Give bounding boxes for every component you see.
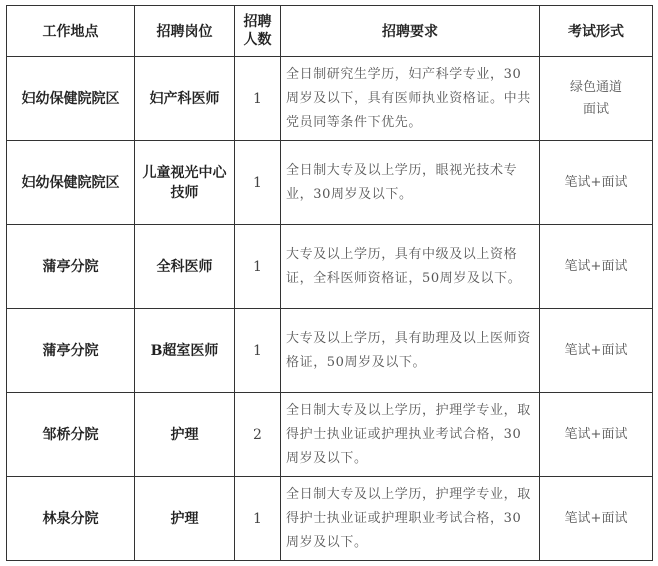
table-row [7, 393, 653, 477]
cell-exam: 笔试+面试 [540, 141, 653, 225]
table-row [7, 57, 653, 141]
cell-location: 妇幼保健院院区 [7, 141, 135, 225]
cell-count: 1 [235, 57, 281, 141]
header-row [7, 6, 653, 57]
cell-requirements: 全日制研究生学历，妇产科学专业，30周岁及以下，具有医师执业资格证。中共党员同等条件下优先。 [281, 57, 540, 141]
cell-exam [540, 57, 653, 141]
cell-position: 全科医师 [135, 225, 235, 309]
table-row [7, 309, 653, 393]
cell-position: 护理 [135, 393, 235, 477]
cell-location: 蒲亭分院 [7, 225, 135, 309]
cell-requirements: 全日制大专及以上学历，护理学专业，取得护士执业证或护理执业考试合格，30周岁及以下。 [281, 393, 540, 477]
cell-location: 邹桥分院 [7, 393, 135, 477]
cell-location: 蒲亭分院 [7, 309, 135, 393]
cell-position: 护理 [135, 477, 235, 561]
cell-exam-line2: 面试 [582, 101, 609, 117]
cell-exam: 笔试+面试 [540, 225, 653, 309]
cell-count: 1 [235, 309, 281, 393]
cell-requirements: 大专及以上学历，具有助理及以上医师资格证，50周岁及以下。 [281, 309, 540, 393]
header-count-line1: 招聘 [243, 14, 272, 30]
recruitment-table [6, 5, 653, 561]
header-count [235, 6, 281, 57]
cell-position: 妇产科医师 [135, 57, 235, 141]
header-count-line2: 人数 [243, 32, 272, 48]
cell-requirements: 全日制大专及以上学历，眼视光技术专业，30周岁及以下。 [281, 141, 540, 225]
header-location: 工作地点 [7, 6, 135, 57]
cell-exam-line1: 绿色通道 [569, 79, 622, 95]
cell-requirements: 大专及以上学历，具有中级及以上资格证，全科医师资格证，50周岁及以下。 [281, 225, 540, 309]
cell-position: B超室医师 [135, 309, 235, 393]
cell-position-line1: 儿童视光中心 [142, 164, 227, 181]
cell-count: 1 [235, 225, 281, 309]
cell-count: 1 [235, 477, 281, 561]
cell-position-line2: 技师 [170, 184, 199, 201]
cell-exam: 笔试+面试 [540, 309, 653, 393]
table-row [7, 141, 653, 225]
cell-location: 林泉分院 [7, 477, 135, 561]
header-requirements: 招聘要求 [281, 6, 540, 57]
header-exam: 考试形式 [540, 6, 653, 57]
cell-exam: 笔试+面试 [540, 477, 653, 561]
table-row [7, 225, 653, 309]
header-position: 招聘岗位 [135, 6, 235, 57]
cell-exam: 笔试+面试 [540, 393, 653, 477]
cell-count: 1 [235, 141, 281, 225]
cell-location: 妇幼保健院院区 [7, 57, 135, 141]
table-row [7, 477, 653, 561]
cell-position [135, 141, 235, 225]
cell-count: 2 [235, 393, 281, 477]
cell-requirements: 全日制大专及以上学历，护理学专业，取得护士执业证或护理职业考试合格，30周岁及以下。 [281, 477, 540, 561]
